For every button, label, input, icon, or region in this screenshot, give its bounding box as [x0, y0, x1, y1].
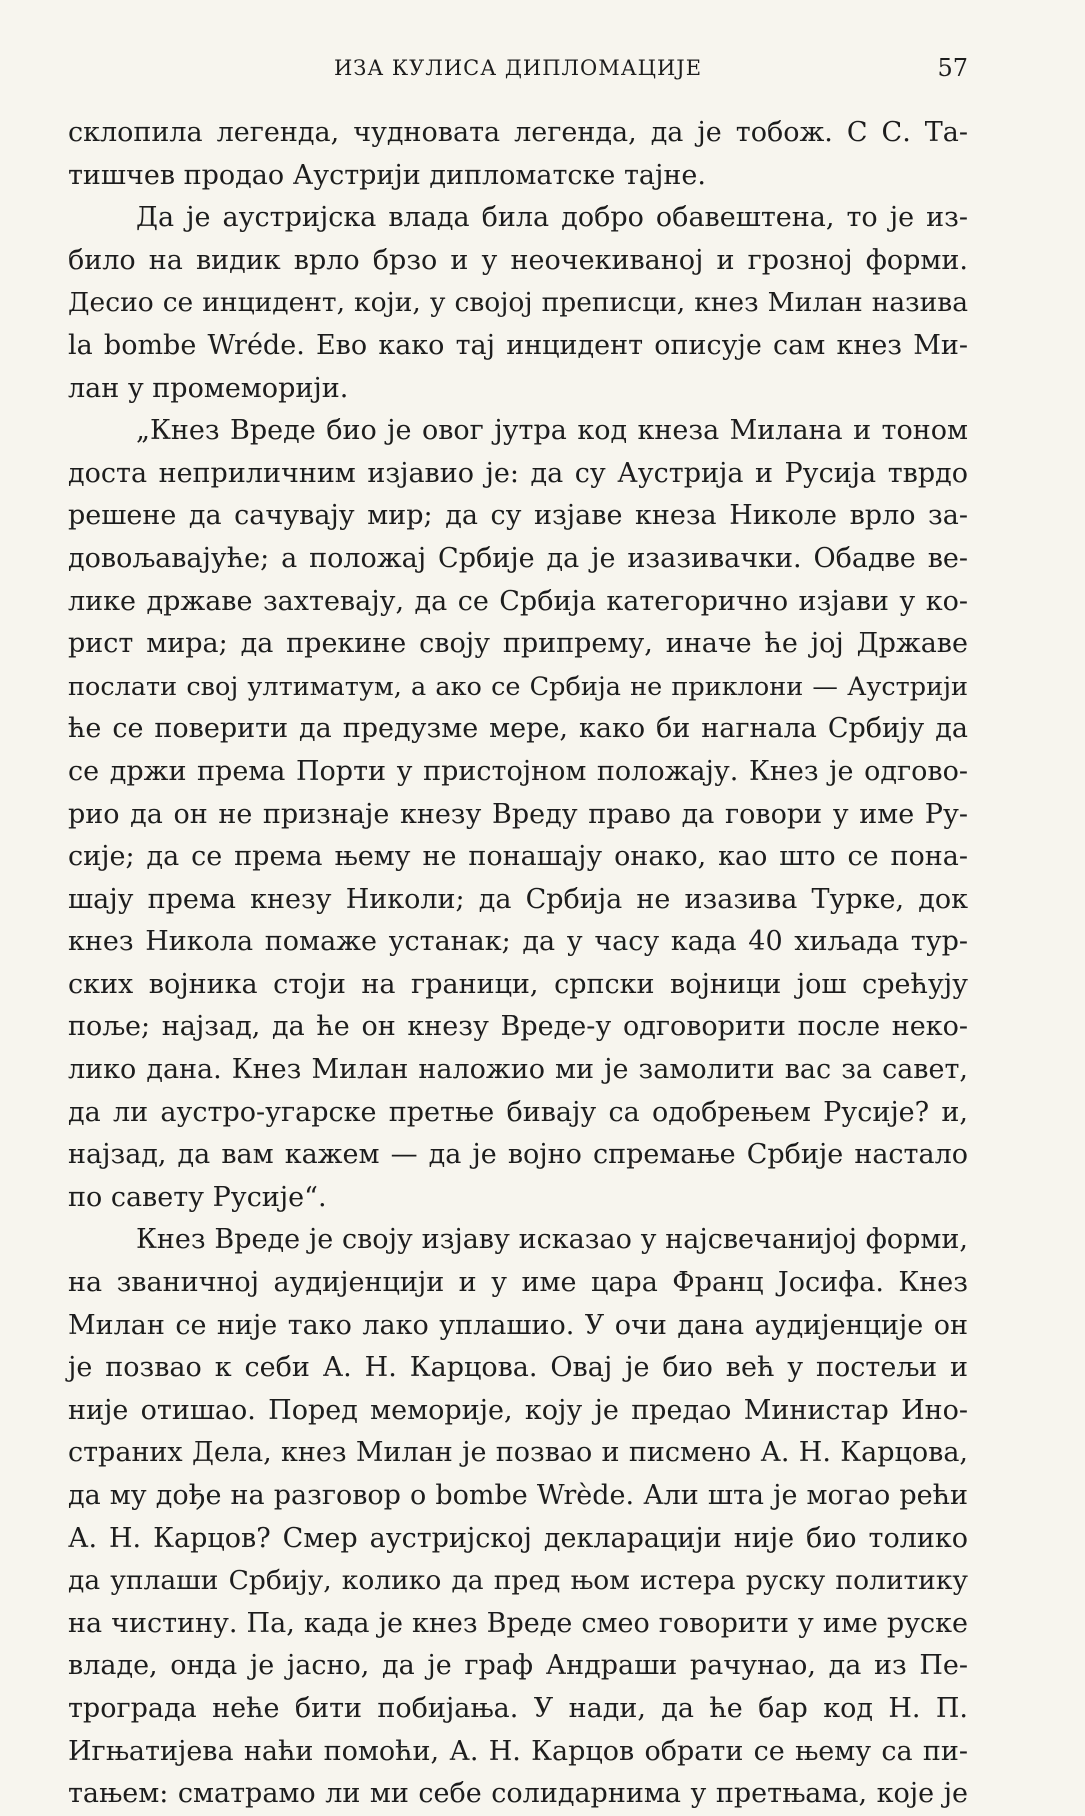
text-line: да му дође на разговор о bombe Wrède. Али шта је могао рећи	[68, 1480, 968, 1511]
text-line: рист мира; да прекине своју припрему, иначе ће јој Државе	[68, 628, 968, 660]
text-line: сије; да се према њему не понашају онако, као што се пона-	[68, 841, 968, 873]
text-line: лике државе захтевају, да се Србија категорично изјави у ко-	[68, 585, 968, 617]
text-line: довољавајуће; а положај Србије да је изазивачки. Обадве ве-	[68, 542, 968, 574]
text-line: Игњатијева наћи помоћи, А. Н. Карцов обрати се њему са пи-	[68, 1735, 968, 1767]
text-line: la bombe Wréde. Ево како тај инцидент описује сам кнез Ми-	[68, 329, 968, 361]
text-line: „Кнез Вреде био је овог јутра код кнеза Милана и тоном	[136, 415, 968, 447]
text-line: на чистину. Па, када је кнез Вреде смео говорити у име руске	[68, 1607, 968, 1639]
text-line: склопила легенда, чудновата легенда, да је тобож. С С. Та-	[68, 117, 968, 148]
text-line: послати свој ултиматум, а ако се Србија не приклони — Аустрији	[68, 671, 968, 702]
text-line: кнез Никола помаже устанак; да у часу када 40 хиљада тур-	[68, 926, 968, 958]
running-title: ИЗА КУЛИСА ДИПЛОМАЦИЈЕ	[333, 56, 703, 80]
text-line: решене да сачувају мир; да су изјаве кнеза Николе врло за-	[68, 500, 968, 532]
text-line: најзад, да вам кажем — да је војно спремање Србије настало	[68, 1139, 968, 1171]
text-line: било на видик врло брзо и у неочекиваној и грозној форми.	[68, 244, 968, 276]
text-line: ских војника стоји на граници, српски војници још срећују	[68, 968, 968, 1000]
text-line: рио да он не признаје кнезу Вреду право да говори у име Ру-	[68, 798, 968, 830]
text-line: лан у промеморији.	[68, 372, 349, 404]
text-line: владе, онда је јасно, да је граф Андраши рачунао, да из Пе-	[68, 1650, 968, 1682]
text-line: Да је аустријска влада била добро обавештена, то је из-	[136, 202, 968, 234]
text-line: шају према кнезу Николи; да Србија не изазива Турке, док	[68, 883, 968, 915]
text-line: доста неприличним изјавио је: да су Аустрија и Русија тврдо	[68, 457, 968, 489]
text-line: Десио се инцидент, који, у својој преписци, кнез Милан назива	[68, 287, 968, 319]
text-line: А. Н. Карцов? Смер аустријској декларацији није био толико	[68, 1522, 968, 1554]
page-number: 57	[937, 54, 968, 82]
text-line: по савету Русије“.	[68, 1181, 327, 1213]
text-line: Кнез Вреде је своју изјаву исказао у најсвечанијој форми,	[136, 1224, 968, 1256]
text-line: да уплаши Србију, колико да пред њом истера руску политику	[68, 1565, 968, 1597]
text-line: ће се поверити да предузме мере, како би нагнала Србију да	[68, 713, 968, 745]
text-line: је позвао к себи А. Н. Карцова. Овај је био већ у постељи и	[68, 1352, 968, 1384]
text-line: на званичној аудијенцији и у име цара Франц Јосифа. Кнез	[68, 1267, 968, 1299]
text-line: тишчев продао Аустрији дипломатске тајне.	[68, 159, 706, 191]
text-line: да ли аустро-угарске претње бивају са одобрењем Русије? и,	[68, 1096, 968, 1128]
text-line: Милан се није тако лако уплашио. У очи дана аудијенције он	[68, 1309, 968, 1341]
text-line: се држи према Порти у пристојном положају. Кнез је одгово-	[68, 755, 968, 787]
text-line: није отишао. Поред меморије, коју је предао Министар Ино-	[68, 1394, 968, 1426]
running-header	[68, 48, 968, 88]
text-line: поље; најзад, да ће он кнезу Вреде-у одговорити после неко-	[68, 1011, 968, 1043]
body-text	[68, 112, 968, 1816]
text-line: лико дана. Кнез Милан наложио ми је замолити вас за савет,	[68, 1054, 968, 1086]
text-line: страних Дела, кнез Милан је позвао и писмено А. Н. Карцова,	[68, 1437, 968, 1469]
text-line: тањем: сматрамо ли ми себе солидарнима у претњама, које је	[68, 1778, 968, 1810]
text-line: трограда неће бити побијања. У нади, да ће бар код Н. П.	[68, 1692, 968, 1724]
